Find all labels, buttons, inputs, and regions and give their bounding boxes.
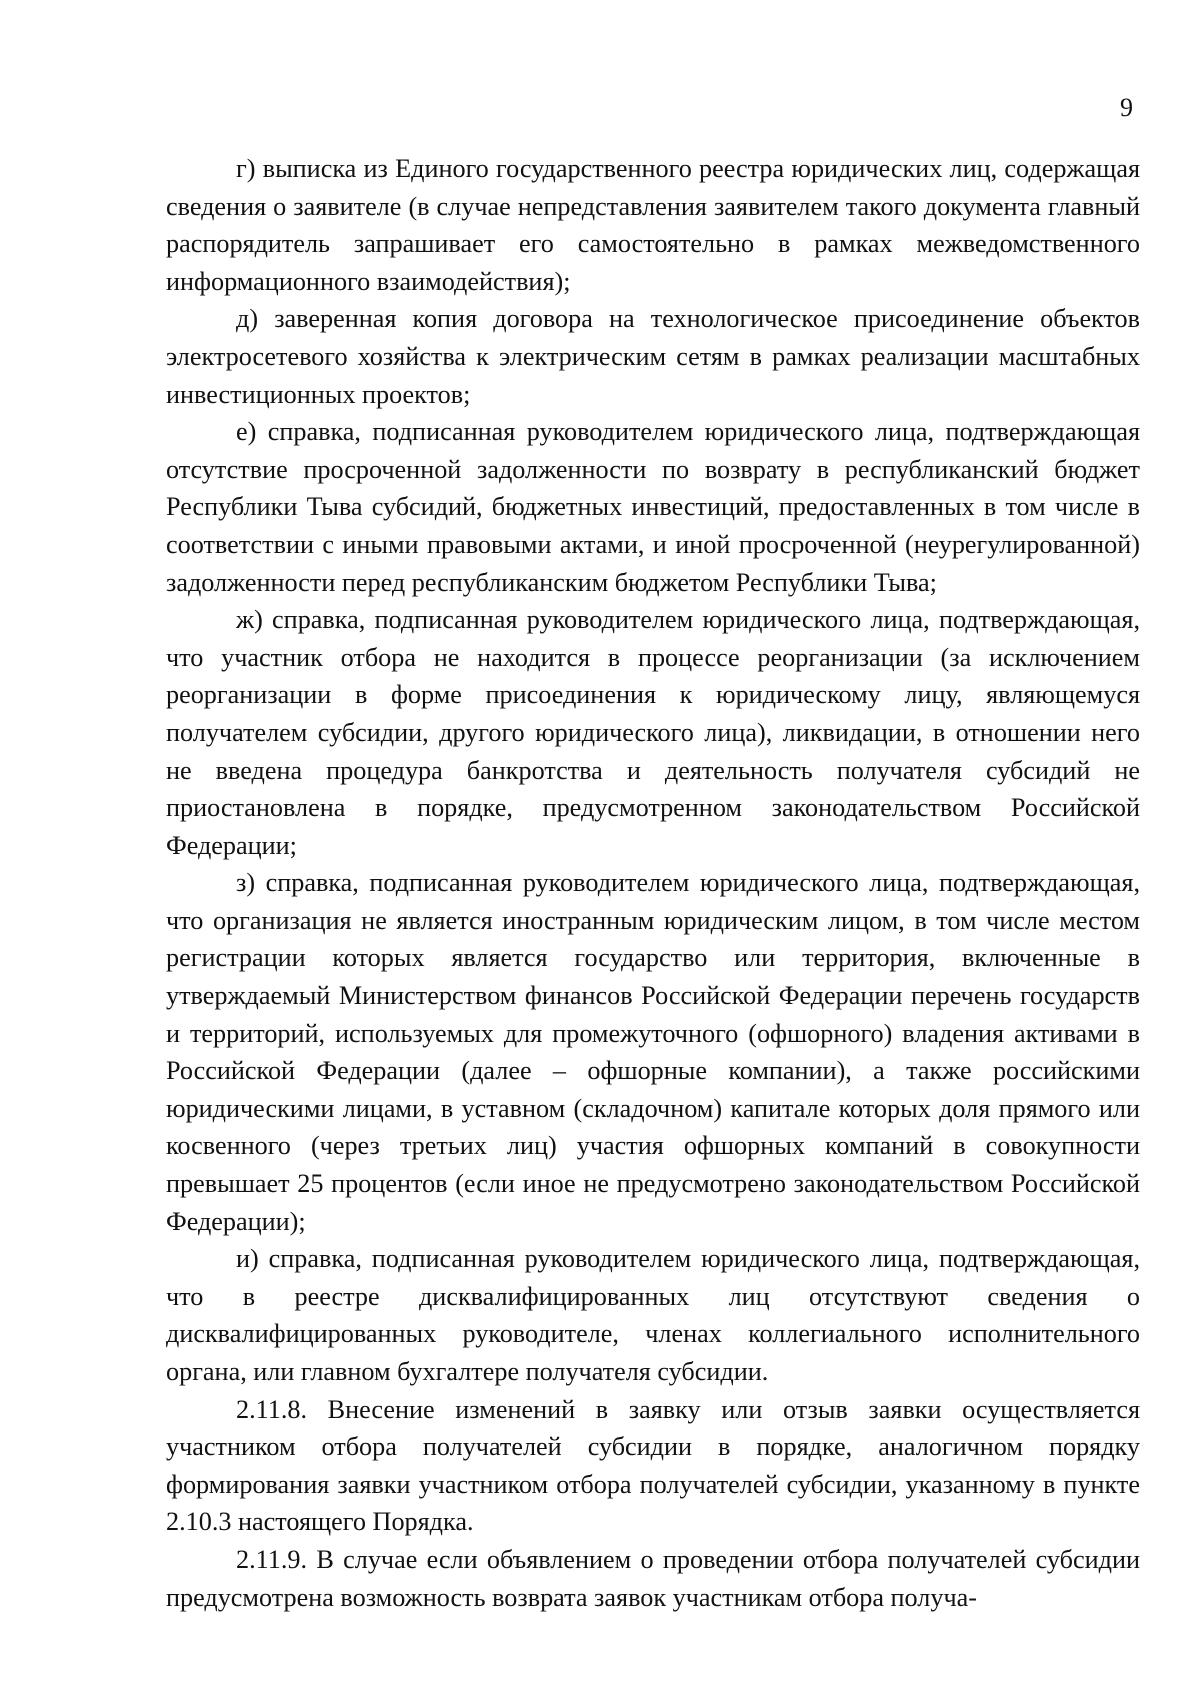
paragraph-i-disqualified-persons: и) справка, подписанная руководителем юридического лица, подтверждающая, что в реестре дисквалифицированных лиц отсутствуют сведения о дисквалифицированных руководителе, членах коллегиального исполнительного органа, или главном бухгалтере получателя субсидии. xyxy=(166,1244,1140,1386)
paragraph-e-no-overdue-debt: е) справка, подписанная руководителем юридического лица, подтверждающая отсутствие просроченной задолженности по возврату в республиканский бюджет Республики Тыва субсидий, бюджетных инвестиций, предоставленных в том числе в соответствии с иными правовыми актами, и иной просроченной (неурегулированной) задолженности перед республиканским бюджетом Республики Тыва; xyxy=(166,417,1140,597)
paragraph-d-connection-contract: д) заверенная копия договора на технологическое присоединение объектов электросетевого хозяйства к электрическим сетям в рамках реализации масштабных инвестиционных проектов; xyxy=(166,304,1140,409)
paragraph-z-not-foreign-entity: з) справка, подписанная руководителем юридического лица, подтверждающая, что организация не является иностранным юридическим лицом, в том числе местом регистрации которых является государство или территория, включенные в утверждаемый Министерством финансов Российской Федерации перечень государств и территорий, используемых для промежуточного (офшорного) владения активами в Российской Федерации (далее – офшорные компании), а также российскими юридическими лицами, в уставном (складочном) капитале которых доля прямого или косвенного (через третьих лиц) участия офшорных компаний в совокупности превышает 25 процентов (если иное не предусмотрено законодательством Российской Федерации); xyxy=(166,868,1140,1236)
page-number: 9 xyxy=(1120,93,1133,122)
document-body xyxy=(166,150,1140,1616)
paragraph-2-11-8: 2.11.8. Внесение изменений в заявку или отзыв заявки осуществляется участником отбора получателей субсидии в порядке, аналогичном порядку формирования заявки участником отбора получателей субсидии, указанному в пункте 2.10.3 настоящего Порядка. xyxy=(166,1394,1140,1537)
paragraph-g-egrul-extract: г) выписка из Единого государственного реестра юридических лиц, содержащая сведения о заявителе (в случае непредставления заявителем такого документа главный распорядитель запрашивает его самостоятельно в рамках межведомственного информационного взаимодействия); xyxy=(166,154,1140,296)
paragraph-2-11-9: 2.11.9. В случае если объявлением о проведении отбора получателей субсидии предусмотрена возможность возврата заявок участникам отбора получа- xyxy=(166,1544,1140,1612)
paragraph-zh-no-reorganization: ж) справка, подписанная руководителем юридического лица, подтверждающая, что участник отбора не находится в процессе реорганизации (за исключением реорганизации в форме присоединения к юридическому лицу, являющемуся получателем субсидии, другого юридического лица), ликвидации, в отношении него не введена процедура банкротства и деятельность получателя субсидий не приостановлена в порядке, предусмотренном законодательством Российской Федерации; xyxy=(166,605,1140,860)
